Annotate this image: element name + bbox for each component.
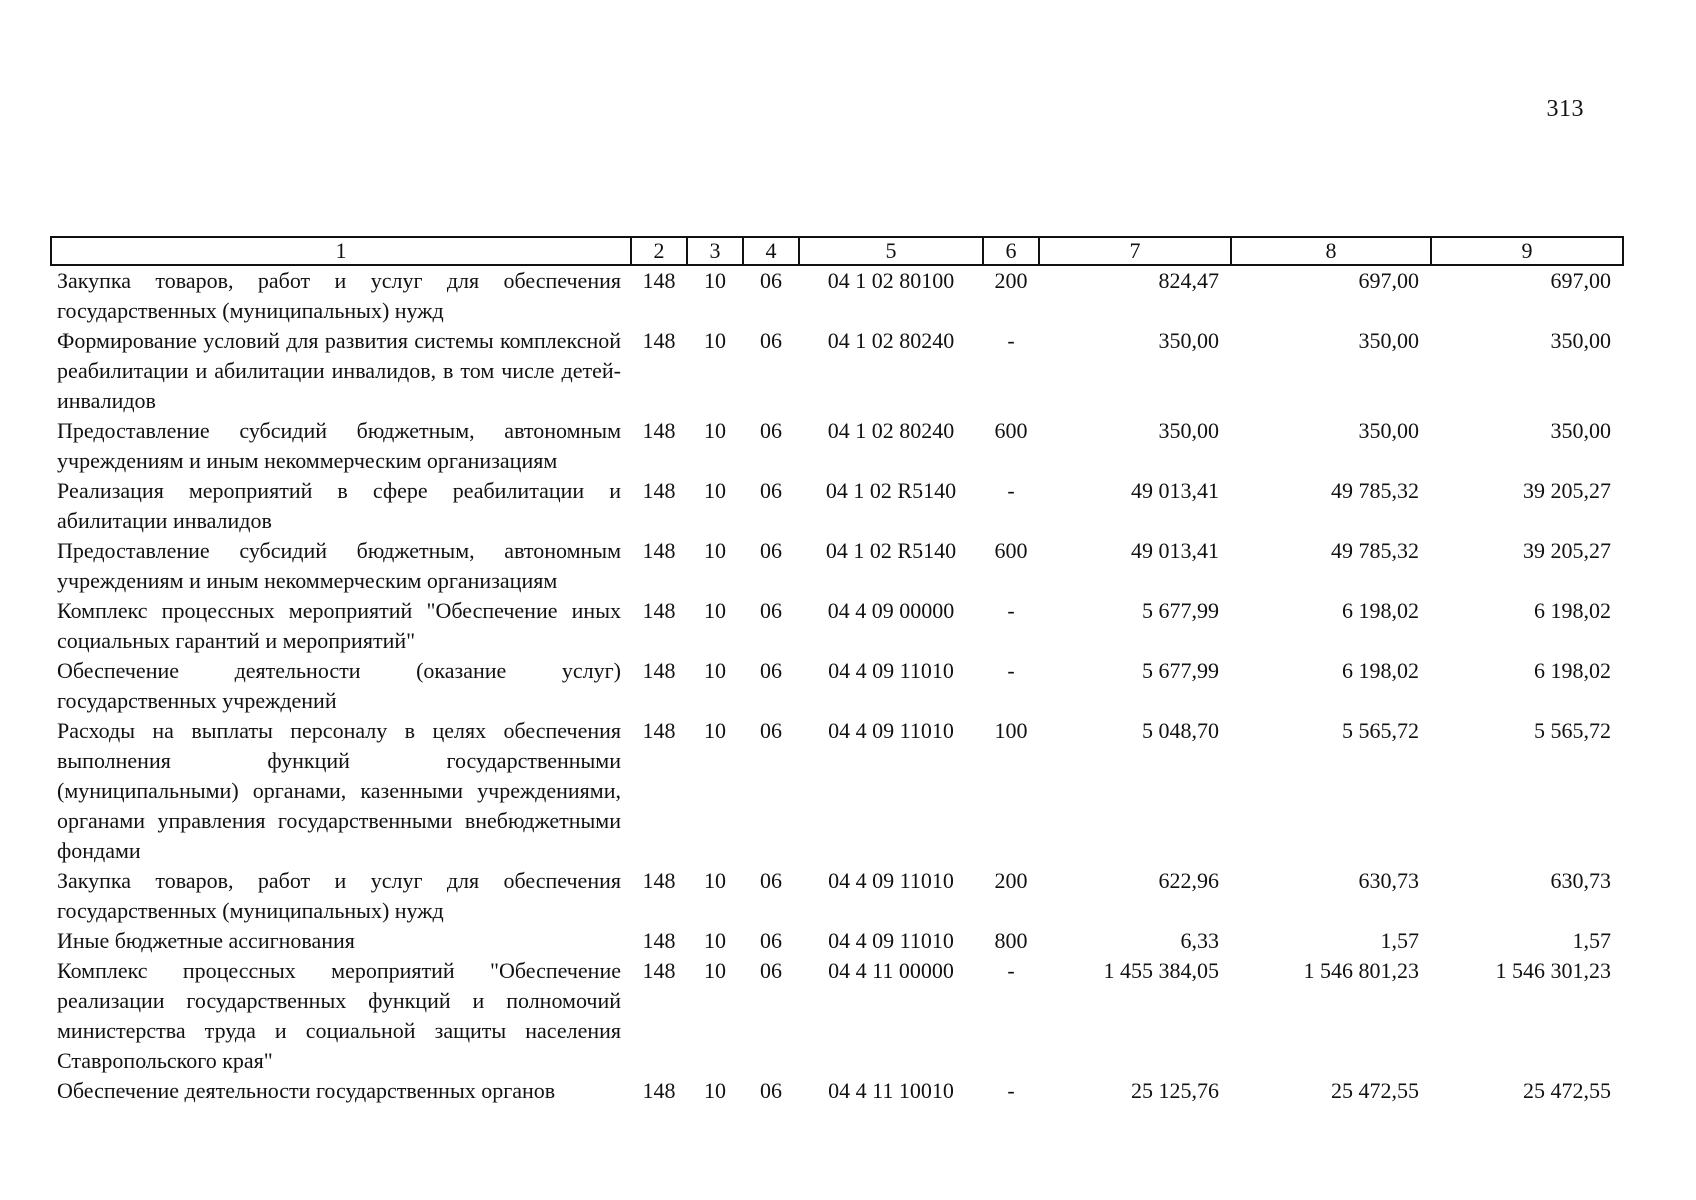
row-col-9: 39 205,27 xyxy=(1523,538,1611,563)
table-row xyxy=(51,1076,1623,1106)
row-col-2: 148 xyxy=(642,958,676,983)
table-row xyxy=(51,416,1623,476)
row-col-2: 148 xyxy=(642,478,676,503)
row-col-5: 04 1 02 80240 xyxy=(827,418,955,443)
row-col-8: 350,00 xyxy=(1358,418,1419,443)
row-col-5: 04 4 09 00000 xyxy=(827,598,955,623)
header-col-6: 6 xyxy=(983,237,1039,265)
table-row xyxy=(51,265,1623,326)
header-row xyxy=(51,237,1623,265)
row-col-3: 10 xyxy=(704,928,726,953)
row-col-6: 600 xyxy=(994,538,1028,563)
row-col-4: 06 xyxy=(760,538,782,563)
row-col-6: - xyxy=(1007,478,1015,503)
table-body xyxy=(51,265,1623,1106)
row-col-9: 39 205,27 xyxy=(1523,478,1611,503)
table-row xyxy=(51,476,1623,536)
table-header xyxy=(51,237,1623,265)
row-col-5: 04 1 02 80100 xyxy=(827,268,955,293)
row-name: Иные бюджетные ассигнования xyxy=(57,928,355,953)
row-col-8: 6 198,02 xyxy=(1342,598,1419,623)
row-col-4: 06 xyxy=(760,1078,782,1103)
page-number: 313 xyxy=(1546,96,1584,122)
row-col-3: 10 xyxy=(704,598,726,623)
row-col-4: 06 xyxy=(760,928,782,953)
row-col-7: 49 013,41 xyxy=(1131,478,1219,503)
row-name: Формирование условий для развития системы комплексной реабилитации и абилитации инвалидов, в том числе детей-инвалидов xyxy=(57,328,621,413)
row-col-3: 10 xyxy=(704,418,726,443)
row-col-5: 04 1 02 80240 xyxy=(827,328,955,353)
row-col-3: 10 xyxy=(704,328,726,353)
header-col-2: 2 xyxy=(631,237,687,265)
row-col-8: 6 198,02 xyxy=(1342,658,1419,683)
row-col-9: 1 546 301,23 xyxy=(1495,958,1611,983)
row-col-6: - xyxy=(1007,1078,1015,1103)
header-col-3: 3 xyxy=(687,237,743,265)
row-col-8: 5 565,72 xyxy=(1342,718,1419,743)
row-col-8: 697,00 xyxy=(1358,268,1419,293)
row-col-9: 6 198,02 xyxy=(1534,658,1611,683)
table-row xyxy=(51,926,1623,956)
row-col-2: 148 xyxy=(642,598,676,623)
row-col-5: 04 4 11 00000 xyxy=(828,958,954,983)
row-col-4: 06 xyxy=(760,958,782,983)
row-col-3: 10 xyxy=(704,478,726,503)
row-col-9: 1,57 xyxy=(1572,928,1611,953)
row-col-5: 04 4 09 11010 xyxy=(828,718,954,743)
row-col-3: 10 xyxy=(704,538,726,563)
row-col-7: 49 013,41 xyxy=(1131,538,1219,563)
row-col-6: - xyxy=(1007,598,1015,623)
row-col-4: 06 xyxy=(760,418,782,443)
row-col-8: 49 785,32 xyxy=(1331,478,1419,503)
row-col-8: 1,57 xyxy=(1380,928,1419,953)
row-col-4: 06 xyxy=(760,478,782,503)
row-col-3: 10 xyxy=(704,718,726,743)
row-col-6: 200 xyxy=(994,868,1028,893)
header-col-8: 8 xyxy=(1231,237,1431,265)
header-col-5: 5 xyxy=(799,237,983,265)
row-col-7: 622,96 xyxy=(1158,868,1219,893)
row-col-2: 148 xyxy=(642,928,676,953)
row-col-4: 06 xyxy=(760,268,782,293)
header-col-4: 4 xyxy=(743,237,799,265)
table-row xyxy=(51,536,1623,596)
row-col-9: 350,00 xyxy=(1550,328,1611,353)
row-col-8: 1 546 801,23 xyxy=(1303,958,1419,983)
row-col-6: - xyxy=(1007,958,1015,983)
row-col-4: 06 xyxy=(760,598,782,623)
row-col-2: 148 xyxy=(642,268,676,293)
row-col-6: 600 xyxy=(994,418,1028,443)
row-col-7: 350,00 xyxy=(1158,418,1219,443)
row-name: Реализация мероприятий в сфере реабилитации и абилитации инвалидов xyxy=(57,478,621,533)
row-col-7: 6,33 xyxy=(1180,928,1219,953)
table-row xyxy=(51,596,1623,656)
row-col-5: 04 1 02 R5140 xyxy=(825,538,957,563)
row-col-9: 350,00 xyxy=(1550,418,1611,443)
row-col-5: 04 4 09 11010 xyxy=(828,868,954,893)
row-name: Комплекс процессных мероприятий "Обеспечение реализации государственных функций и полномочий министерства труда и социальной защиты населения Ставропольского края" xyxy=(57,958,621,1073)
row-col-5: 04 4 09 11010 xyxy=(828,658,954,683)
row-col-4: 06 xyxy=(760,718,782,743)
row-col-7: 824,47 xyxy=(1158,268,1219,293)
row-col-3: 10 xyxy=(704,1078,726,1103)
budget-table xyxy=(50,236,1624,1106)
row-col-8: 25 472,55 xyxy=(1331,1078,1419,1103)
row-col-3: 10 xyxy=(704,658,726,683)
row-col-2: 148 xyxy=(642,658,676,683)
row-col-4: 06 xyxy=(760,868,782,893)
row-col-4: 06 xyxy=(760,658,782,683)
row-col-3: 10 xyxy=(704,868,726,893)
header-col-7: 7 xyxy=(1039,237,1231,265)
row-col-5: 04 4 11 10010 xyxy=(828,1078,954,1103)
row-col-3: 10 xyxy=(704,268,726,293)
row-col-9: 630,73 xyxy=(1550,868,1611,893)
row-col-8: 350,00 xyxy=(1358,328,1419,353)
row-col-2: 148 xyxy=(642,538,676,563)
table-row xyxy=(51,326,1623,416)
row-col-7: 350,00 xyxy=(1158,328,1219,353)
row-col-7: 25 125,76 xyxy=(1131,1078,1219,1103)
table-row xyxy=(51,716,1623,866)
row-name: Расходы на выплаты персоналу в целях обеспечения выполнения функций государственными (муниципальными) органами, казенными учреждениями, органами управления государственными внебюджетными фондами xyxy=(57,718,621,863)
row-name: Комплекс процессных мероприятий "Обеспечение иных социальных гарантий и мероприятий" xyxy=(57,598,621,653)
row-name: Закупка товаров, работ и услуг для обеспечения государственных (муниципальных) нужд xyxy=(57,268,621,323)
row-col-8: 49 785,32 xyxy=(1331,538,1419,563)
row-col-2: 148 xyxy=(642,718,676,743)
table-row xyxy=(51,956,1623,1076)
row-col-7: 5 048,70 xyxy=(1142,718,1219,743)
row-col-2: 148 xyxy=(642,328,676,353)
header-col-1: 1 xyxy=(51,237,631,265)
row-col-5: 04 4 09 11010 xyxy=(828,928,954,953)
row-col-6: - xyxy=(1007,658,1015,683)
table-row xyxy=(51,866,1623,926)
row-col-9: 25 472,55 xyxy=(1523,1078,1611,1103)
header-col-9: 9 xyxy=(1431,237,1623,265)
row-col-9: 697,00 xyxy=(1550,268,1611,293)
row-col-9: 6 198,02 xyxy=(1534,598,1611,623)
row-col-2: 148 xyxy=(642,868,676,893)
row-col-6: 200 xyxy=(994,268,1028,293)
row-col-3: 10 xyxy=(704,958,726,983)
row-name: Предоставление субсидий бюджетным, автономным учреждениям и иным некоммерческим организациям xyxy=(57,538,621,593)
row-col-5: 04 1 02 R5140 xyxy=(825,478,957,503)
row-col-8: 630,73 xyxy=(1358,868,1419,893)
row-col-7: 5 677,99 xyxy=(1142,658,1219,683)
row-col-7: 1 455 384,05 xyxy=(1103,958,1219,983)
row-col-6: 100 xyxy=(994,718,1028,743)
row-col-6: - xyxy=(1007,328,1015,353)
row-col-6: 800 xyxy=(994,928,1028,953)
row-name: Закупка товаров, работ и услуг для обеспечения государственных (муниципальных) нужд xyxy=(57,868,621,923)
row-name: Обеспечение деятельности (оказание услуг) государственных учреждений xyxy=(57,658,621,713)
table-row xyxy=(51,656,1623,716)
row-col-4: 06 xyxy=(760,328,782,353)
row-name: Предоставление субсидий бюджетным, автономным учреждениям и иным некоммерческим организациям xyxy=(57,418,621,473)
row-col-2: 148 xyxy=(642,1078,676,1103)
row-col-7: 5 677,99 xyxy=(1142,598,1219,623)
row-col-2: 148 xyxy=(642,418,676,443)
row-col-9: 5 565,72 xyxy=(1534,718,1611,743)
row-name: Обеспечение деятельности государственных органов xyxy=(57,1078,556,1103)
